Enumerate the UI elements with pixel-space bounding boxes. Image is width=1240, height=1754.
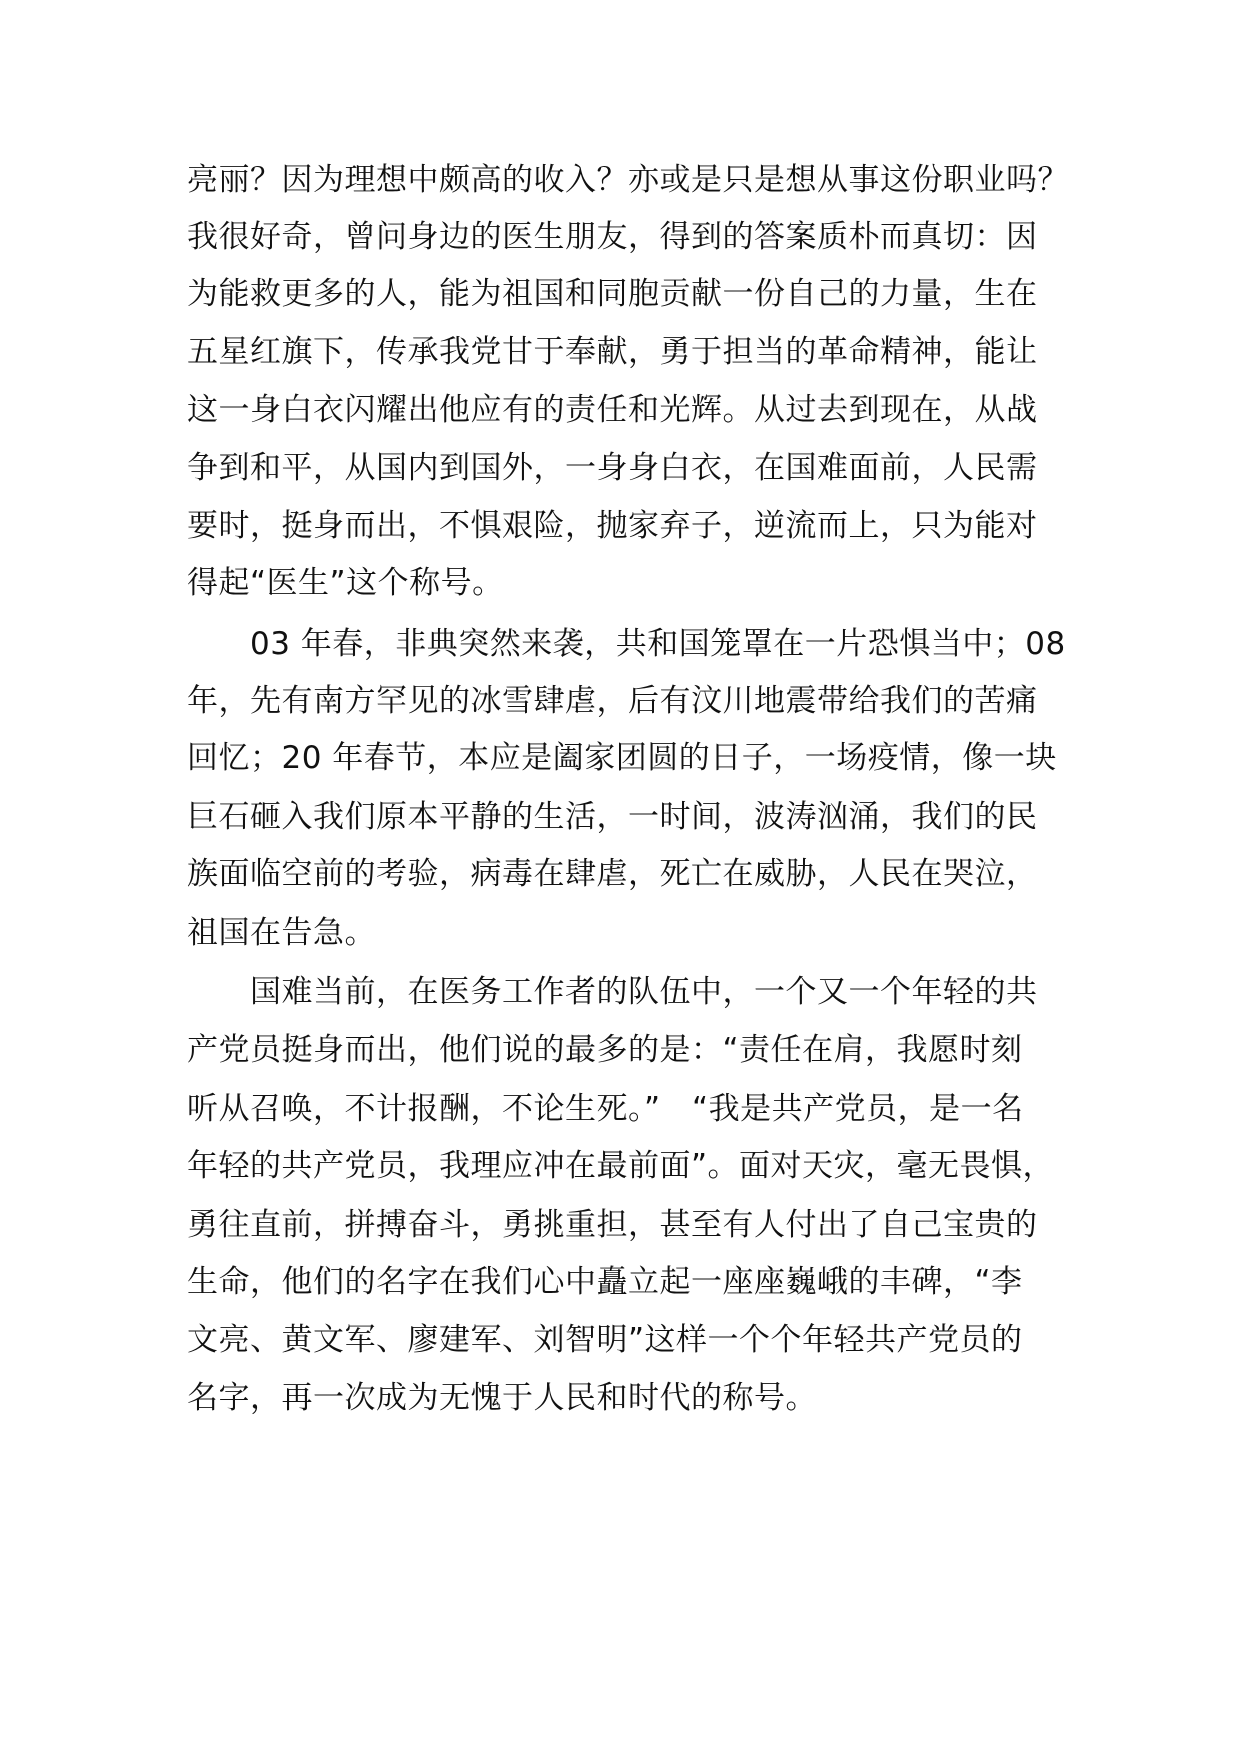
text-line: 争到和平，从国内到国外，一身身白衣，在国难面前，人民需 xyxy=(187,450,1038,486)
text-line: 生命，他们的名字在我们心中矗立起一座座巍峨的丰碑，“李 xyxy=(187,1264,1023,1300)
text-line: 文亮、黄文军、廖建军、刘智明”这样一个个年轻共产党员的 xyxy=(187,1322,1023,1358)
text-line: 得起“医生”这个称号。 xyxy=(187,565,504,601)
text-line: 产党员挺身而出，他们说的最多的是：“责任在肩，我愿时刻 xyxy=(187,1032,1023,1068)
text-line: 巨石砸入我们原本平静的生活，一时间，波涛汹涌，我们的民 xyxy=(187,799,1038,835)
text-line: 名字，再一次成为无愧于人民和时代的称号。 xyxy=(187,1380,817,1416)
paragraph-first-line: 国难当前，在医务工作者的队伍中，一个又一个年轻的共 xyxy=(250,974,1038,1010)
text-line: 祖国在告急。 xyxy=(187,915,376,951)
text-line: 五星红旗下，传承我党甘于奉献，勇于担当的革命精神，能让 xyxy=(187,334,1038,370)
text-line: 勇往直前，拼搏奋斗，勇挑重担，甚至有人付出了自己宝贵的 xyxy=(187,1207,1038,1243)
text-line: 我很好奇，曾问身边的医生朋友，得到的答案质朴而真切：因 xyxy=(187,219,1038,255)
text-line: 亮丽？因为理想中颇高的收入？亦或是只是想从事这份职业吗？ xyxy=(187,162,1069,198)
text-line: 年轻的共产党员，我理应冲在最前面”。面对天灾，毫无畏惧， xyxy=(187,1148,1055,1184)
text-line: 回忆；20 年春节，本应是阖家团圆的日子，一场疫情，像一块 xyxy=(187,740,1057,776)
text-line: 这一身白衣闪耀出他应有的责任和光辉。从过去到现在，从战 xyxy=(187,392,1038,428)
text-line: 听从召唤，不计报酬，不论生死。” “我是共产党员，是一名 xyxy=(187,1091,1024,1127)
text-line: 年，先有南方罕见的冰雪肆虐，后有汶川地震带给我们的苦痛 xyxy=(187,683,1038,719)
text-line: 为能救更多的人，能为祖国和同胞贡献一份自己的力量，生在 xyxy=(187,276,1038,312)
text-line: 要时，挺身而出，不惧艰险，抛家弃子，逆流而上，只为能对 xyxy=(187,508,1038,544)
paragraph-first-line: 03 年春，非典突然来袭，共和国笼罩在一片恐惧当中；08 xyxy=(250,626,1066,662)
text-line: 族面临空前的考验，病毒在肆虐，死亡在威胁，人民在哭泣， xyxy=(187,856,1038,892)
